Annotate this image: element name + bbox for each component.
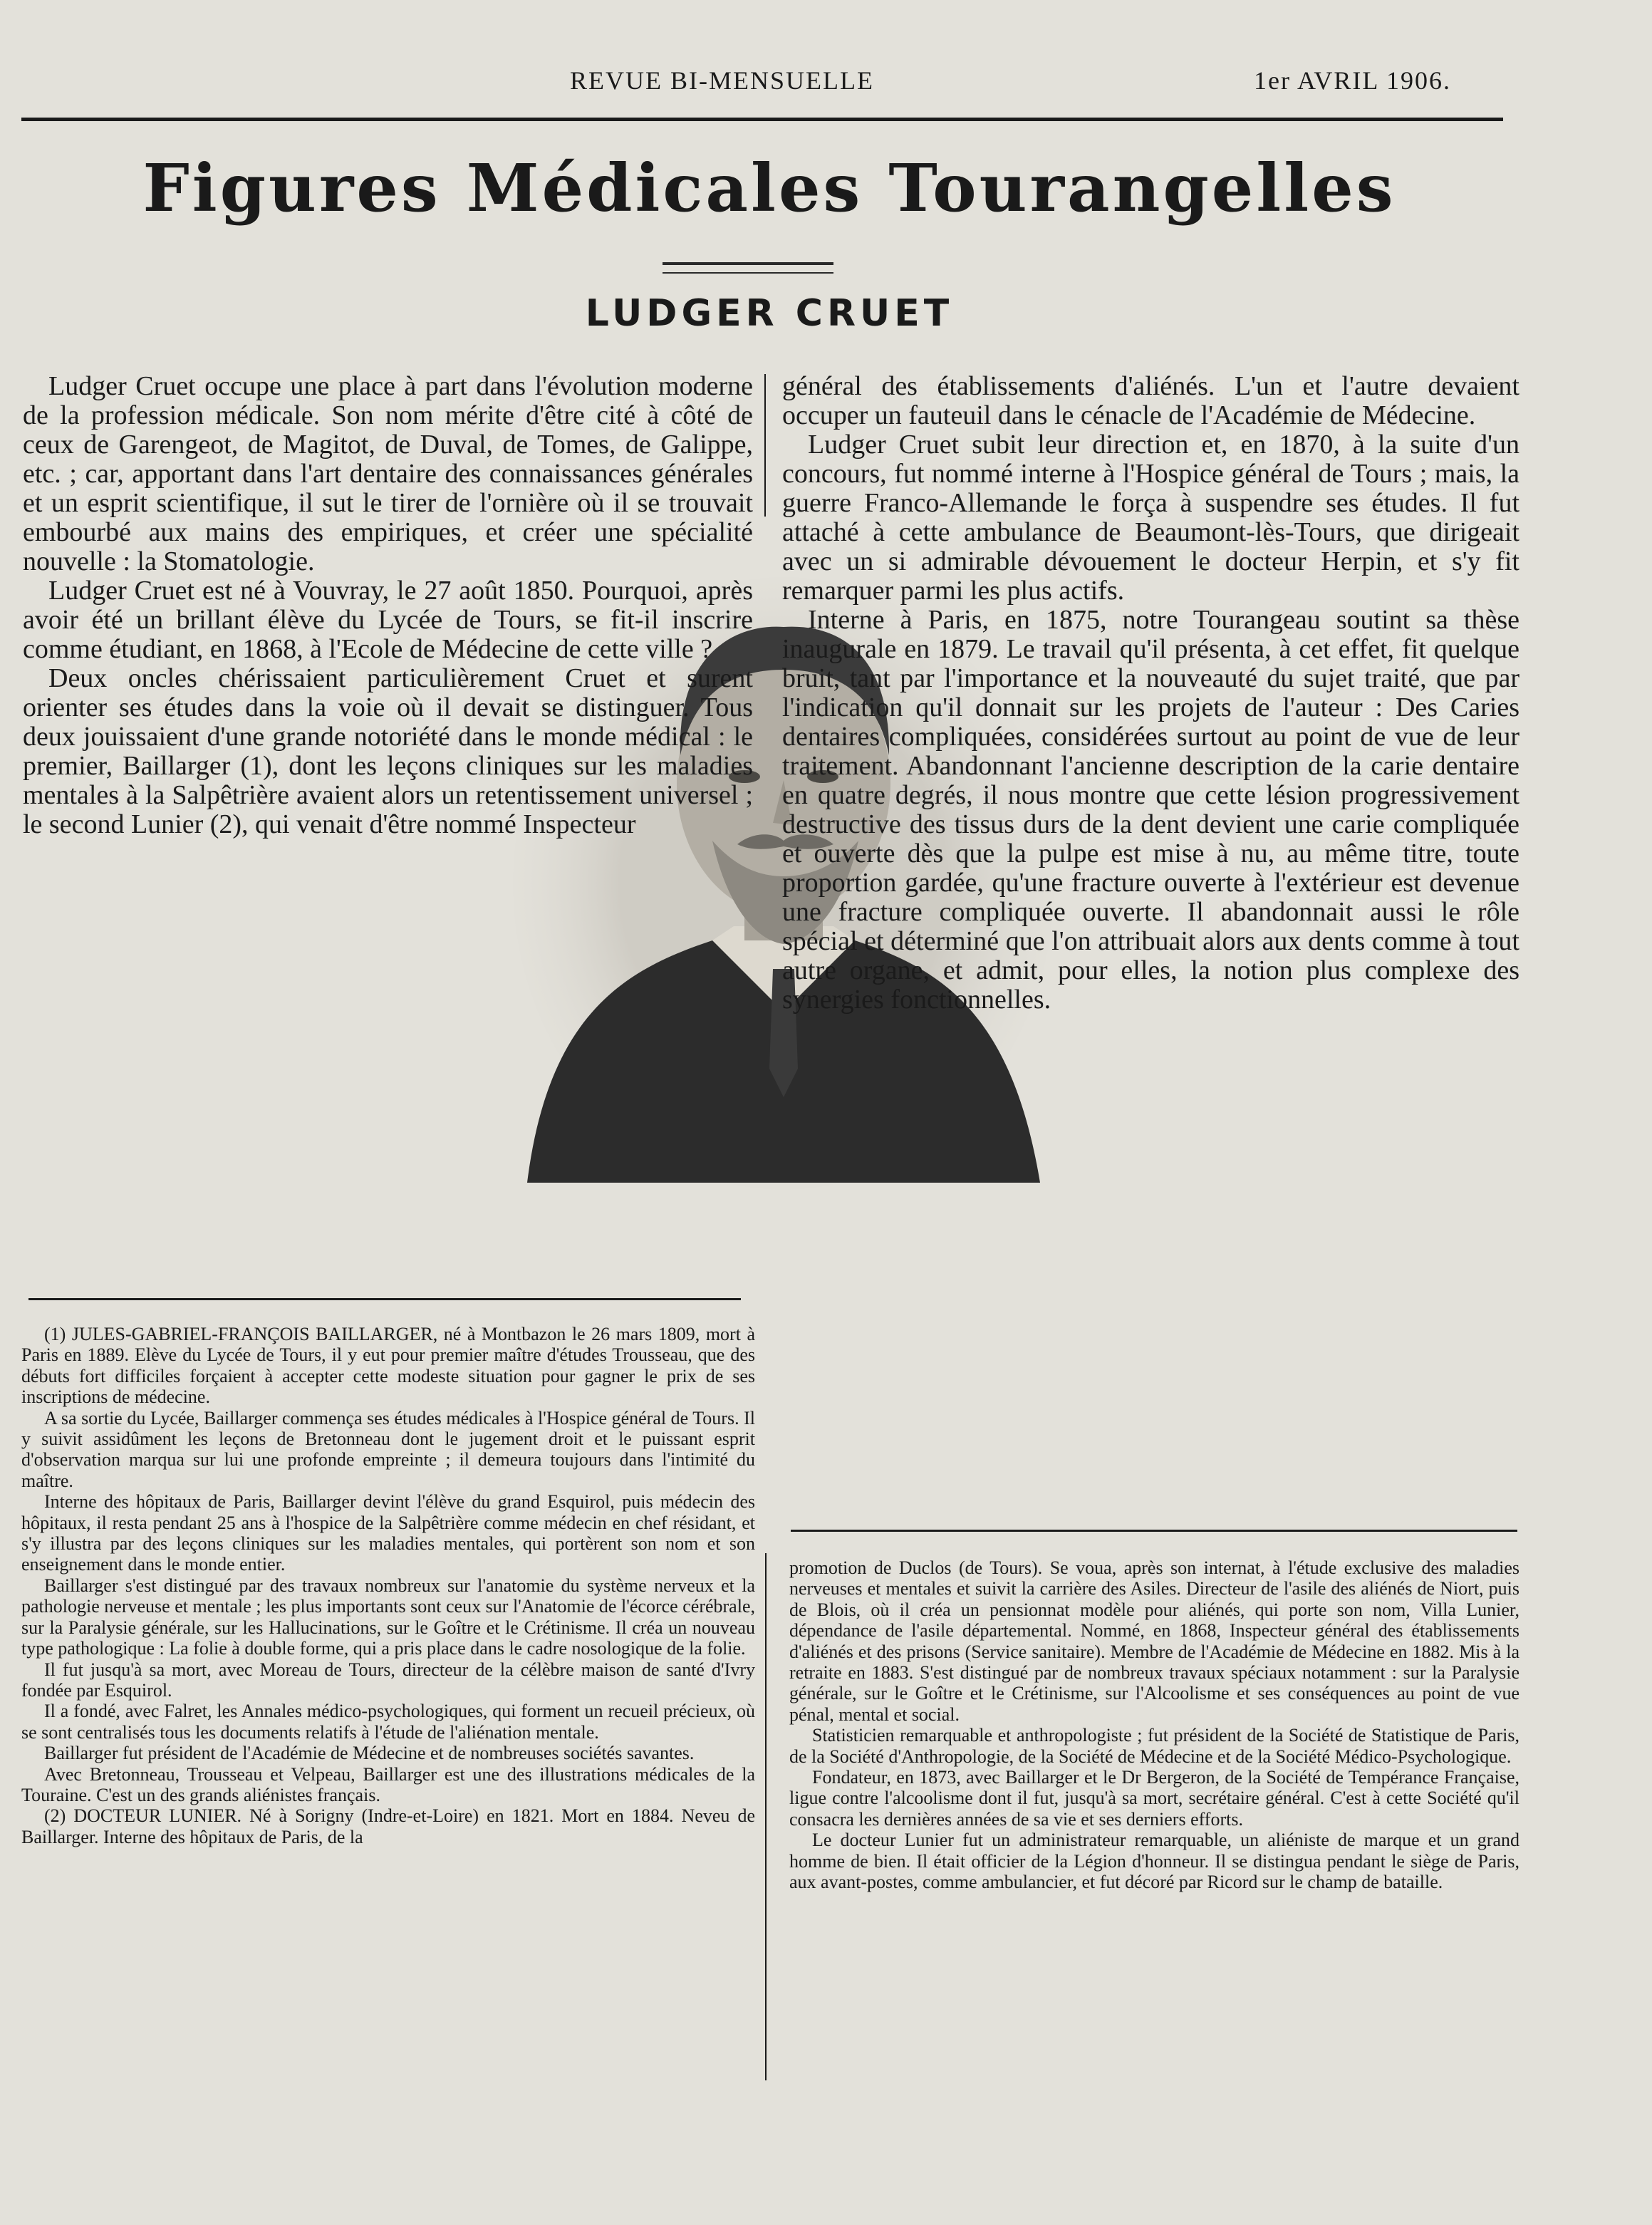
paragraph: Interne à Paris, en 1875, notre Tourangeau soutint sa thèse inaugurale en 1879. Le travail qu'il présenta, à cet effet, fit quelque bruit, tant par l'importance et la nouveauté du sujet traité, que par l'indication qu'il donnait sur les projets de l'auteur : Des Caries dentaires compliquées, considérées surtout au point de vue de leur traitement. Abandonnant l'ancienne description de la carie dentaire en quatre degrés, il nous montre que cette lésion progressivement destructive des tissus durs de la dent devient une carie compliquée et ouverte dès que la pulpe est mise à nu, au même titre, toute proportion gardée, qu'une fracture ouverte à l'extérieur est devenue une fracture compliquée ouverte. Il abandonnait aussi le rôle spécial et déterminé que l'on attribuait alors aux dents comme à tout autre organe, et admit, pour elles, la notion plus complexe des synergies fonctionnelles. bbox=[782, 605, 1519, 1015]
footnote-rule-left bbox=[28, 1298, 741, 1300]
paragraph: Ludger Cruet occupe une place à part dans l'évolution moderne de la profession médicale. Son nom mérite d'être cité à côté de ceux de Garengeot, de Magitot, de Duval, de Tomes, de Galippe, etc. ; car, apportant dans l'art dentaire des connaissances générales et un esprit scientifique, il sut le tirer de l'ornière où il se trouvait embourbé aux mains des empiriques, et créer une spécialité nouvelle : la Stomatologie. bbox=[23, 371, 753, 576]
running-header-date: 1er AVRIL 1906. bbox=[1254, 66, 1451, 95]
footnote: Il fut jusqu'à sa mort, avec Moreau de Tours, directeur de la célèbre maison de santé d'Ivry fondée par Esquirol. bbox=[21, 1659, 755, 1701]
footnote: (1) JULES-GABRIEL-FRANÇOIS BAILLARGER, né à Montbazon le 26 mars 1809, mort à Paris en 1889. Elève du Lycée de Tours, il y eut pour premier maître d'études Trousseau, que des débuts fort difficiles forçaient à accepter cette modeste situation pour gagner le prix de ses inscriptions de médecine. bbox=[21, 1324, 755, 1408]
column-divider bbox=[764, 374, 766, 517]
running-header-title: REVUE BI-MENSUELLE bbox=[570, 66, 874, 95]
footnote: A sa sortie du Lycée, Baillarger commença ses études médicales à l'Hospice général de Tours. Il y suivit assidûment les leçons de Bretonneau dont le jugement droit et le puissant esprit d'observation marqua sur lui une profonde empreinte ; il demeura toujours dans l'intimité du maître. bbox=[21, 1407, 755, 1491]
paragraph: Ludger Cruet subit leur direction et, en 1870, à la suite d'un concours, fut nommé interne à l'Hospice général de Tours ; mais, la guerre Franco-Allemande le força à suspendre ses études. Il fut attaché à cette ambulance de Beaumont-lès-Tours, que dirigeait avec un si admirable dévouement le docteur Herpin, et s'y fit remarquer parmi les plus actifs. bbox=[782, 430, 1519, 606]
footnote-rule-right bbox=[791, 1530, 1517, 1532]
footnote: Baillarger fut président de l'Académie de Médecine et de nombreuses sociétés savantes. bbox=[44, 1743, 695, 1764]
footnote: Avec Bretonneau, Trousseau et Velpeau, Baillarger est une des illustrations médicales de la Touraine. C'est un des grands aliénistes français. bbox=[21, 1763, 755, 1805]
footnote: Statisticien remarquable et anthropologiste ; fut président de la Société de Statistique de Paris, de la Société d'Anthropologie, de la Société de Médecine et de la Société Médico-Psychologique. bbox=[789, 1725, 1519, 1767]
footnote: promotion de Duclos (de Tours). Se voua, après son internat, à l'étude exclusive des maladies nerveuses et mentales et suivit la carrière des Asiles. Directeur de l'asile des aliénés de Niort, puis de Blois, où il créa un pensionnat modèle pour aliénés, qui porte son nom, Villa Lunier, dépendance de l'asile départemental. Nommé, en 1868, Inspecteur général des établissements d'aliénés et des prisons (Service sanitaire). Membre de l'Académie de Médecine en 1882. Mis à la retraite en 1883. S'est distingué par de nombreux travaux spéciaux notamment : sur la Paralysie générale, sur le Goître et le Crétinisme, sur l'Alcoolisme et ses conséquences au point de vue pénal, mental et social. bbox=[789, 1557, 1519, 1725]
article-subtitle: LUDGER CRUET bbox=[585, 292, 954, 335]
footnote: Il a fondé, avec Falret, les Annales médico-psychologiques, qui forment un recueil précieux, où se sont centralisés tous les documents relatifs à l'étude de l'aliénation mentale. bbox=[21, 1701, 755, 1743]
footnote-column-divider bbox=[765, 1553, 767, 2080]
footnotes-right bbox=[789, 1557, 1519, 1893]
paragraph: Ludger Cruet est né à Vouvray, le 27 août 1850. Pourquoi, après avoir été un brillant élève du Lycée de Tours, se fit-il inscrire comme étudiant, en 1868, à l'Ecole de Médecine de cette ville ? bbox=[23, 576, 753, 664]
title-ornament bbox=[663, 262, 833, 274]
page-title: Figures Médicales Tourangelles bbox=[142, 150, 1396, 227]
article-column-right bbox=[782, 372, 1519, 1015]
footnotes-left bbox=[21, 1324, 755, 1847]
footnote: Baillarger s'est distingué par des travaux nombreux sur l'anatomie du système nerveux et la pathologie nerveuse et mentale ; les plus importants sont ceux sur l'Anatomie de l'écorce cérébrale, sur la Paralysie générale, sur les Hallucinations, sur le Goître et le Crétinisme. Il créa un nouveau type pathologique : La folie à double forme, qui a pris place dans le cadre nosologique de la folie. bbox=[21, 1575, 755, 1659]
footnote: Le docteur Lunier fut un administrateur remarquable, un aliéniste de marque et un grand homme de bien. Il était officier de la Légion d'honneur. Il se distingua pendant le siège de Paris, aux avant-postes, comme ambulancier, et fut décoré par Ricord sur le champ de bataille. bbox=[789, 1830, 1519, 1893]
footnote: (2) DOCTEUR LUNIER. Né à Sorigny (Indre-et-Loire) en 1821. Mort en 1884. Neveu de Baillarger. Interne des hôpitaux de Paris, de la bbox=[21, 1805, 755, 1847]
footnote: Interne des hôpitaux de Paris, Baillarger devint l'élève du grand Esquirol, puis médecin des hôpitaux, il resta pendant 25 ans à l'hospice de la Salpêtrière comme médecin en chef résidant, et s'y illustra par des leçons cliniques sur les maladies mentales, qui portèrent son nom et son enseignement dans le monde entier. bbox=[21, 1491, 755, 1575]
article-column-left bbox=[23, 372, 753, 839]
footnote: Fondateur, en 1873, avec Baillarger et le Dr Bergeron, de la Société de Tempérance Française, ligue contre l'alcoolisme dont il fut, jusqu'à sa mort, secrétaire général. C'est à cette Société qu'il consacra les dernières années de sa vie et ses derniers efforts. bbox=[789, 1767, 1519, 1830]
paragraph: Deux oncles chérissaient particulièrement Cruet et surent orienter ses études dans la voie où il devait se distinguer. Tous deux jouissaient d'une grande notoriété dans le monde médical : le premier, Baillarger (1), dont les leçons cliniques sur les maladies mentales à la Salpêtrière avaient alors un retentissement universel ; le second Lunier (2), qui venait d'être nommé Inspecteur bbox=[23, 663, 753, 839]
paragraph: général des établissements d'aliénés. L'un et l'autre devaient occuper un fauteuil dans le cénacle de l'Académie de Médecine. bbox=[782, 371, 1519, 430]
header-rule bbox=[21, 118, 1503, 121]
